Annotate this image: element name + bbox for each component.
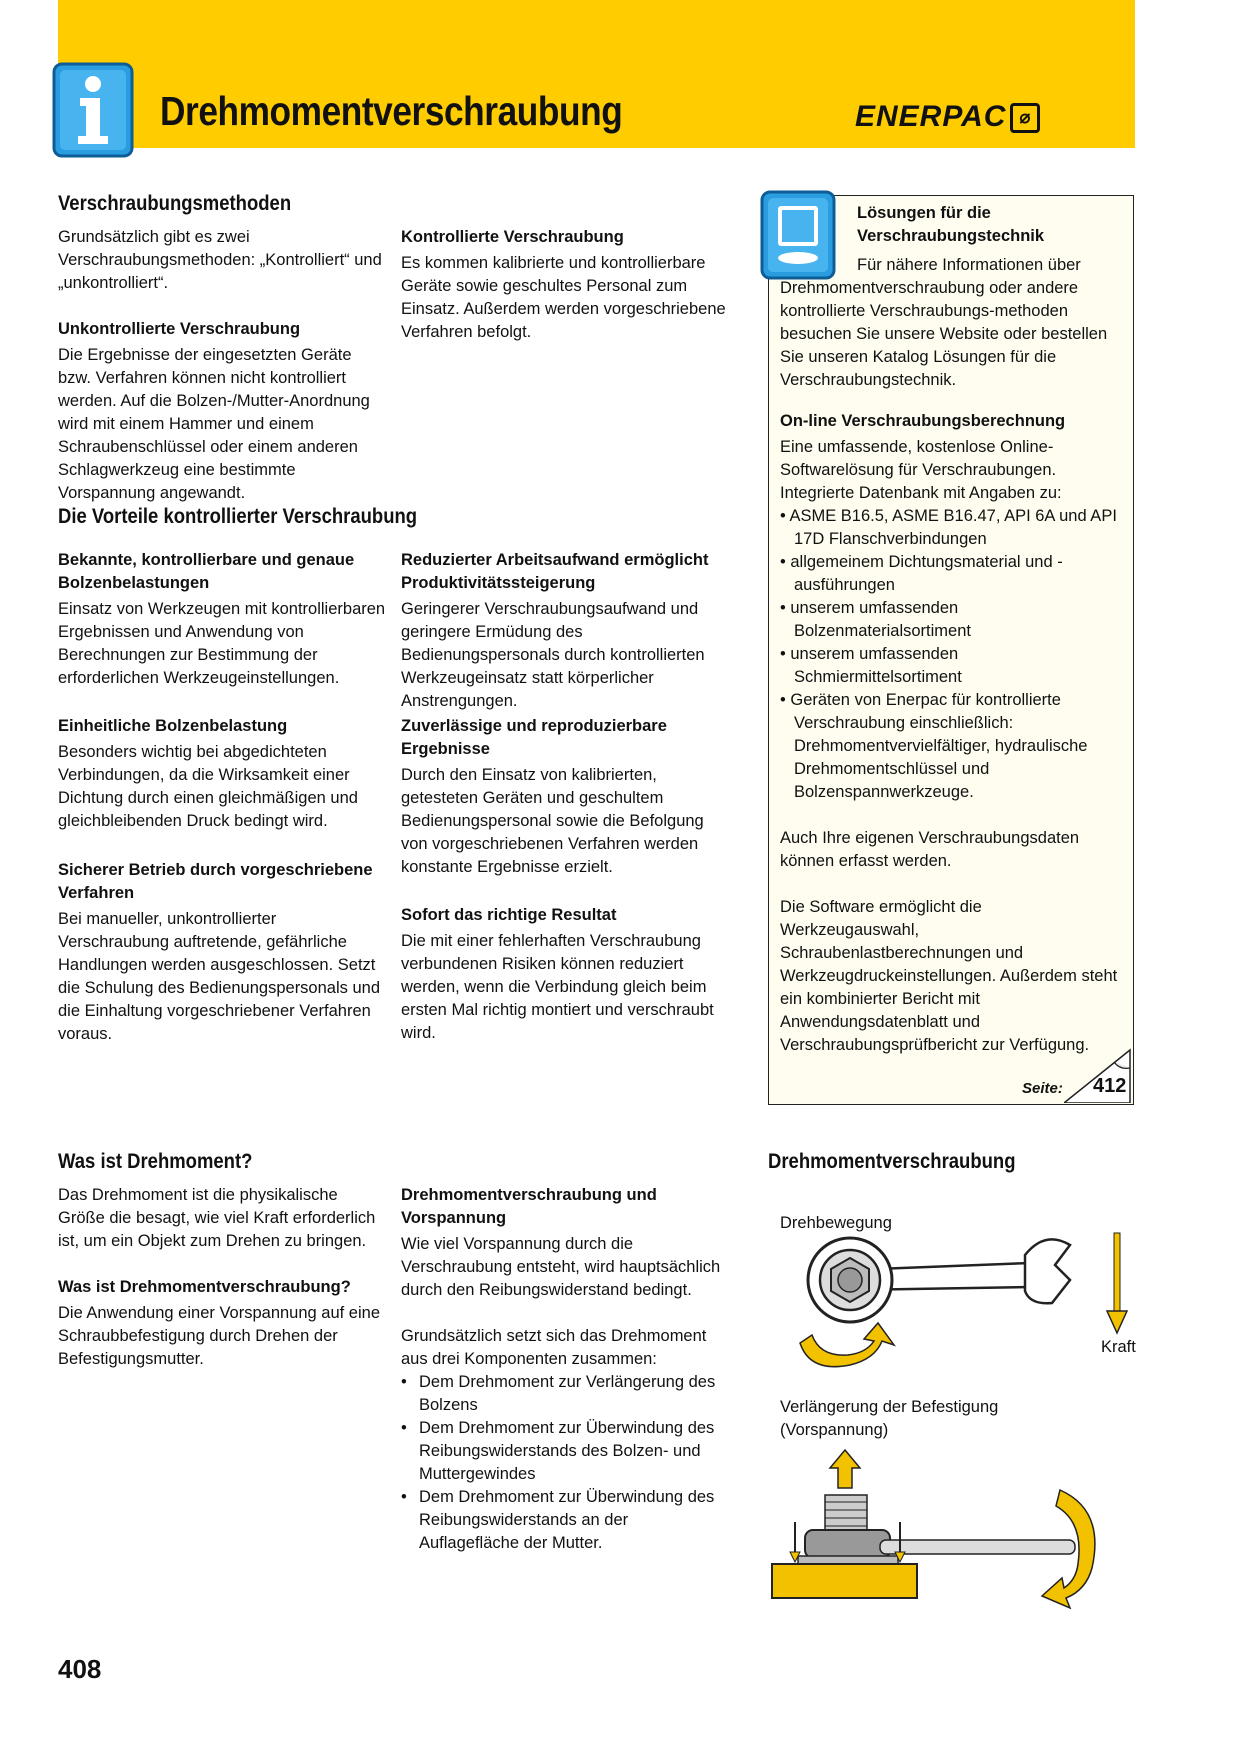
benefit-4-text: Geringerer Verschraubungsaufwand und geringere Ermüdung des Bedienungspersonals durch kontrollierten Werkzeugeinsatz statt körperlicher Anstrengungen. [401,600,705,710]
label-kraft: Kraft [1101,1338,1136,1356]
wrench-diagram [790,1225,1135,1375]
question-title: Was ist Drehmomentverschraubung? [58,1278,351,1296]
label-drehbewegung: Drehbewegung [780,1214,892,1232]
benefit-6 [401,904,731,1045]
sidebar-p3: Die Software ermöglicht die Werkzeugauswahl, Schraubenlastberechnungen und Werkzeugdruckeinstellungen. Außerdem steht ein kombinierter Bericht mit Anwendungsdatenblatt und Verschraubungsprüfbericht zur Verfügung. [780,898,1118,1054]
question-block [58,1276,388,1371]
bolt-diagram [770,1440,1135,1610]
seite-number: 412 [1093,1075,1127,1097]
heading-was-ist-drehmoment: Was ist Drehmoment? [58,1150,253,1173]
kontrolliert-block [401,226,731,344]
info-icon [52,62,134,158]
benefit-1-text: Einsatz von Werkzeugen mit kontrollierbaren Ergebnissen und Anwendung von Berechnungen zur Bestimmung der erforderlichen Werkzeugeinstellungen. [58,600,386,687]
seite-label: Seite: [1022,1080,1063,1097]
sidebar-p2: Auch Ihre eigenen Verschraubungsdaten können erfasst werden. [780,829,1080,870]
heading-verschraubungsmethoden: Verschraubungsmethoden [58,192,292,215]
intro-paragraph: Grundsätzlich gibt es zwei Verschraubungsmethoden: „Kontrolliert“ und „unkontrolliert“. [58,228,382,292]
benefit-1-title: Bekannte, kontrollierbare und genaue Bolzenbelastungen [58,551,355,592]
enerpac-logo [855,100,1040,134]
benefit-5-title: Zuverlässige und reproduzierbare Ergebnisse [401,717,667,758]
benefit-5-text: Durch den Einsatz von kalibrierten, getesteten Geräten und geschultem Bedienungspersonal sowie die Befolgung von vorgeschriebenen Verfahren werden konstante Ergebnisse erzielt. [401,766,704,876]
sidebar-online-text: Eine umfassende, kostenlose Online-Softwarelösung für Verschraubungen. Integrierte Datenbank mit Angaben zu: [780,438,1062,502]
benefit-3-text: Bei manueller, unkontrollierter Verschraubung auftretende, gefährliche Handlungen werden ausgeschlossen. Setzt die Schulung des Bedienungspersonals und die Einhaltung vorgeschriebener Verfahren voraus. [58,910,380,1043]
logo-text: ENERPAC [855,100,1007,133]
unkontrolliert-text: Die Ergebnisse der eingesetzten Geräte bzw. Verfahren können nicht kontrolliert werden. Auf die Bolzen-/Mutter-Anordnung wird mit einem Hammer und einem Schraubenschlüssel oder einem anderen Schlagwerkzeug eine bestimmte Vorspannung angewandt. [58,346,370,502]
unkontrolliert-title: Unkontrollierte Verschraubung [58,320,301,338]
component-1: • Dem Drehmoment zur Verlängerung des Bolzens [401,1371,731,1417]
sidebar-header [857,202,1127,248]
heading-diagram: Drehmomentverschraubung [768,1150,1016,1173]
benefit-1 [58,549,388,690]
sidebar-bullet-4: • unserem umfassenden Schmiermittelsortiment [780,645,962,686]
question-text: Die Anwendung einer Vorspannung auf eine Schraubbefestigung durch Drehen der Befestigungsmutter. [58,1304,380,1368]
sidebar-intro: Für nähere Informationen über Drehmomentverschraubung oder andere kontrollierte Verschraubungs-methoden besuchen Sie unsere Website oder bestellen Sie unseren Katalog Lösungen für die Verschraubungstechnik. [780,256,1108,389]
benefit-5 [401,715,731,879]
benefit-3-title: Sicherer Betrieb durch vorgeschriebene Verfahren [58,861,373,902]
benefit-4-title: Reduzierter Arbeitsaufwand ermöglicht Produktivitätssteigerung [401,551,709,592]
benefit-2-title: Einheitliche Bolzenbelastung [58,717,288,735]
benefit-2-text: Besonders wichtig bei abgedichteten Verbindungen, da die Wirksamkeit einer Dichtung durch einen gleichmäßigen und gleichbleibenden Druck bedingt wird. [58,743,358,830]
components-intro: Grundsätzlich setzt sich das Drehmoment aus drei Komponenten zusammen: [401,1327,707,1368]
sidebar-content [780,254,1125,1057]
benefit-6-text: Die mit einer fehlerhaften Verschraubung verbundenen Risiken können reduziert werden, wenn die Verbindung gleich beim ersten Mal richtig montiert und verschraubt wird. [401,932,714,1042]
logo-mark-icon: ⌀ [1010,103,1040,133]
benefit-2 [58,715,388,833]
sidebar-bullet-1: • ASME B16.5, ASME B16.47, API 6A und API 17D Flanschverbindungen [780,507,1117,548]
sidebar-title: Lösungen für die Verschraubungstechnik [857,204,1045,245]
component-2: • Dem Drehmoment zur Überwindung des Reibungswiderstands des Bolzen- und Muttergewindes [401,1417,731,1486]
sidebar-online-title: On-line Verschraubungsberechnung [780,412,1066,430]
vorspannung-title: Drehmomentverschraubung und Vorspannung [401,1186,657,1227]
heading-vorteile: Die Vorteile kontrollierter Verschraubung [58,505,418,528]
drehmoment-intro-block [58,1184,388,1253]
intro-text [58,226,388,295]
benefit-6-title: Sofort das richtige Resultat [401,906,617,924]
page-number: 408 [58,1654,102,1684]
component-3: • Dem Drehmoment zur Überwindung des Reibungswiderstands an der Auflagefläche der Mutter. [401,1486,731,1555]
sidebar-bullet-2: • allgemeinem Dichtungsmaterial und -ausführungen [780,553,1063,594]
vorspannung-text: Wie viel Vorspannung durch die Verschraubung entsteht, wird hauptsächlich durch den Reibungswiderstand bedingt. [401,1235,721,1299]
kontrolliert-text: Es kommen kalibrierte und kontrollierbare Geräte sowie geschultes Personal zum Einsatz. Außerdem werden vorgeschriebene Verfahren befolgt. [401,254,726,341]
sidebar-bullet-5: • Geräten von Enerpac für kontrollierte Verschraubung einschließlich: Drehmomentvervielfältiger, hydraulische Drehmomentschlüssel und Bolzenspannwerkzeuge. [780,691,1088,801]
vorspannung-block [401,1184,731,1555]
benefit-4 [401,549,731,713]
sidebar-bullet-3: • unserem umfassenden Bolzenmaterialsortiment [780,599,971,640]
page-title: Drehmomentverschraubung [160,88,623,134]
benefit-3 [58,859,388,1046]
unkontrolliert-block [58,318,388,505]
drehmoment-intro: Das Drehmoment ist die physikalische Größe die besagt, wie viel Kraft erforderlich ist, um ein Objekt zum Drehen zu bringen. [58,1186,376,1250]
label-verlaengerung: Verlängerung der Befestigung (Vorspannung) [780,1398,999,1439]
kontrolliert-title: Kontrollierte Verschraubung [401,228,624,246]
